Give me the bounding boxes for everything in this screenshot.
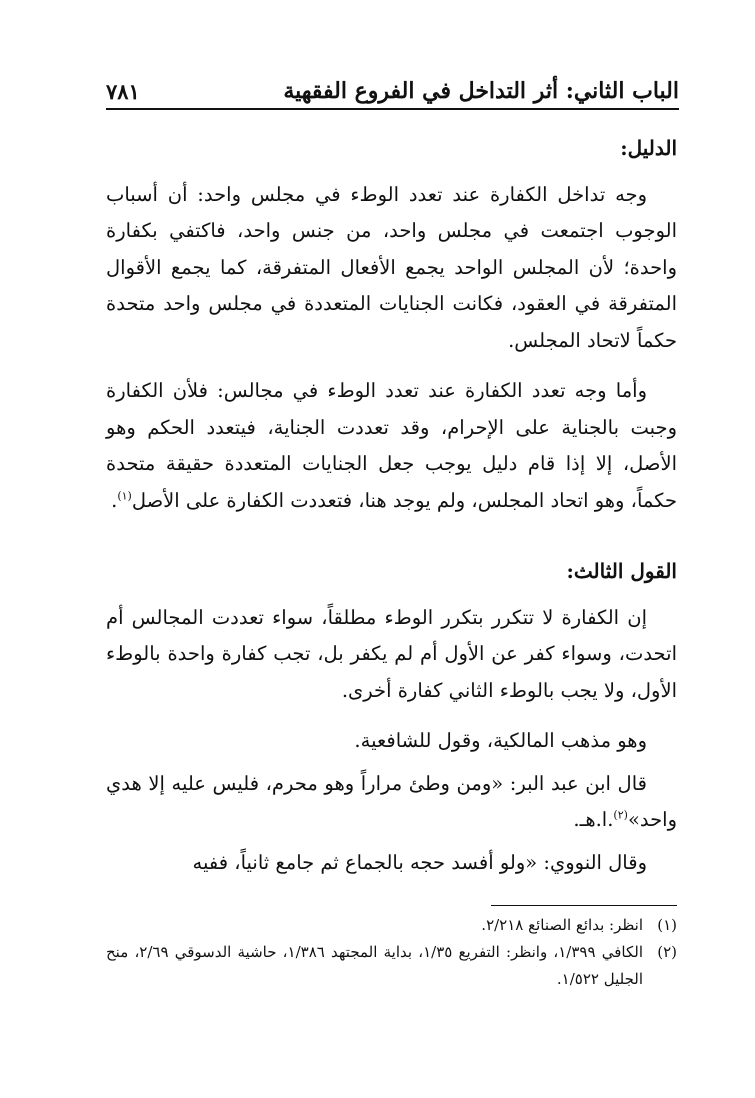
footnote-text: انظر: بدائع الصنائع ٢/٢١٨.	[481, 916, 643, 934]
footnote-ref-2: (٢)	[613, 808, 628, 822]
running-header	[106, 64, 679, 110]
evidence-heading: الدليل:	[620, 136, 677, 160]
footnotes	[106, 912, 677, 993]
third-opinion-heading: القول الثالث:	[566, 559, 677, 583]
paragraph-evidence-multiple-sessions	[106, 373, 677, 519]
footnote-number: (١)	[657, 916, 677, 934]
quote-end: .ا.هـ.	[573, 808, 614, 831]
footnote-separator	[491, 905, 677, 906]
footnote-number: (٢)	[657, 943, 677, 961]
paragraph-evidence-single-session: وجه تداخل الكفارة عند تعدد الوطء في مجلس واحد: أن أسباب الوجوب اجتمعت في مجلس واحد، من جنس واحد، فاكتفي بكفارة واحدة؛ لأن المجلس الواحد يجمع الأفعال المتفرقة، كما يجمع الأقوال المتفرقة في العقود، فكانت الجنايات المتعددة في مجلس واحد متحدة حكماً لاتحاد المجلس.	[106, 182, 677, 352]
chapter-title: الباب الثاني: أثر التداخل في الفروع الفقهية	[283, 78, 679, 104]
page-number: ٧٨١	[106, 79, 140, 104]
main-text	[106, 130, 677, 895]
footnote-item	[106, 939, 677, 993]
paragraph-third-opinion: إن الكفارة لا تتكرر بتكرر الوطء مطلقاً، سواء تعددت المجالس أم اتحدت، وسواء كفر عن الأول أم لم يكفر بل، تجب كفارة واحدة بالوطء الأول، ولا يجب بالوطء الثاني كفارة أخرى.	[106, 605, 677, 702]
footnote-text: الكافي ١/٣٩٩، وانظر: التفريع ١/٣٥، بداية المجتهد ١/٣٨٦، حاشية الدسوقي ٢/٦٩، منح الجليل ١/٥٢٢.	[106, 943, 643, 988]
paragraph-ibn-abd-al-barr-quote	[106, 766, 677, 839]
paragraph-end: .	[111, 488, 118, 512]
quote-text: قال ابن عبد البر: «ومن وطئ مراراً وهو محرم، فليس عليه إلا هدي واحد»	[106, 771, 677, 831]
paragraph-text: وأما وجه تعدد الكفارة عند تعدد الوطء في مجالس: فلأن الكفارة وجبت بالجناية على الإحرام، وقد تعددت الجناية، فيتعدد الحكم وهو الأصل، إلا إذا قام دليل يوجب جعل الجنايات المتعددة حقيقة متحدة حكماً، وهو اتحاد المجلس، ولم يوجد هنا، فتعددت الكفارة على الأصل	[106, 379, 677, 512]
paragraph-nawawi-quote: وقال النووي: «ولو أفسد حجه بالجماع ثم جامع ثانياً، ففيه	[192, 850, 647, 874]
footnote-ref-1: (١)	[117, 489, 132, 502]
paragraph-madhhab: وهو مذهب المالكية، وقول للشافعية.	[354, 729, 647, 752]
footnote-item	[106, 912, 677, 939]
